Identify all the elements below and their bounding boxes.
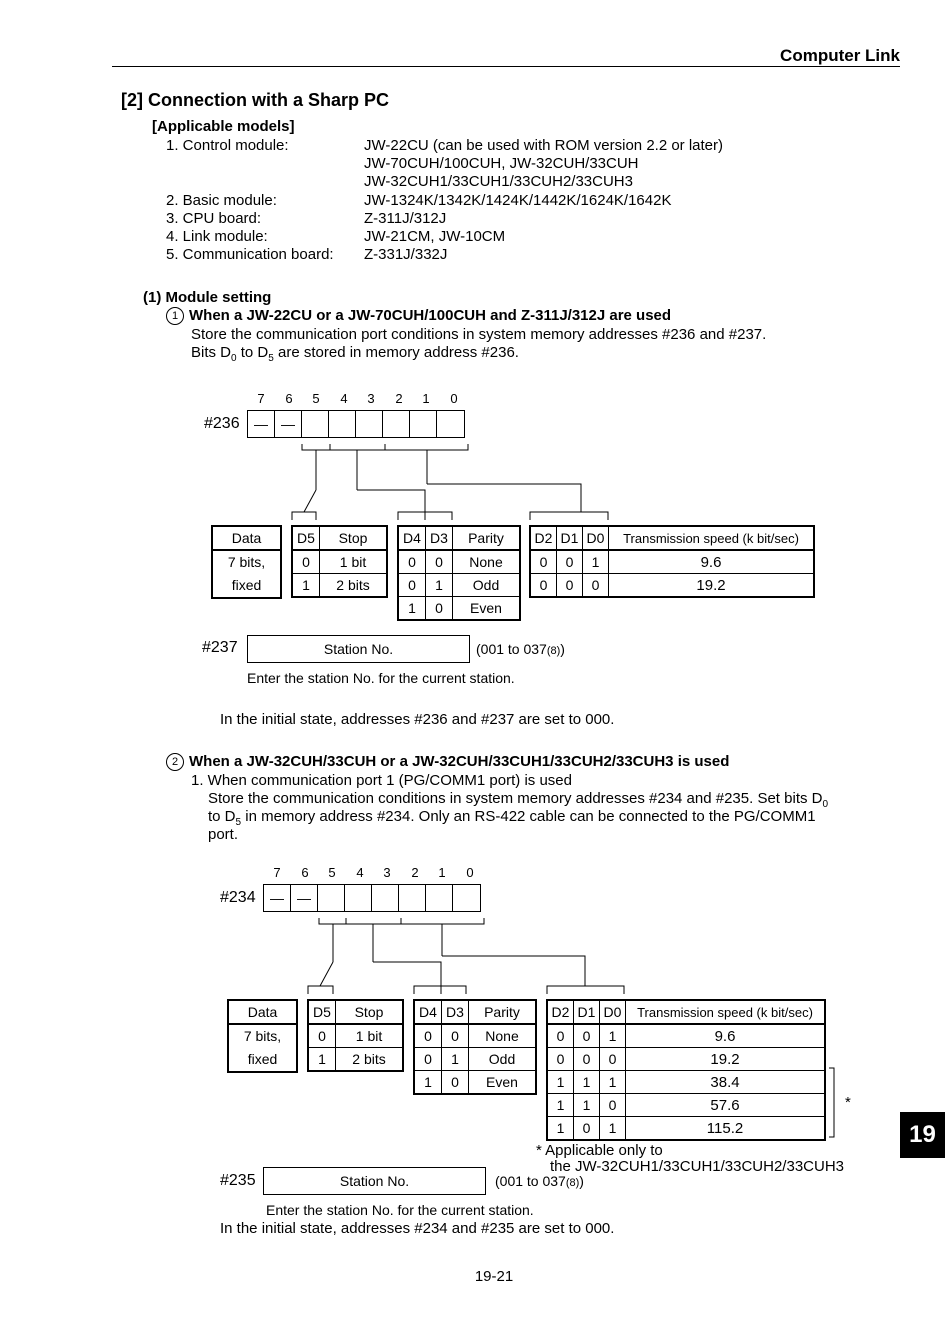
register-234-cells: — — (263, 884, 481, 912)
initial-state-1: In the initial state, addresses #236 and #237 are set to 000. (220, 711, 615, 728)
model-label-4: 4. Link module: (166, 228, 268, 245)
footnote-line1: * Applicable only to (536, 1142, 663, 1159)
case2-desc1: Store the communication conditions in system memory addresses #234 and #235. Set bits $D_0$ (208, 790, 829, 810)
data-table-1: Data 7 bits, fixed (211, 525, 282, 599)
section-header: Computer Link (780, 46, 900, 65)
case2-sub: 1. When communication port 1 (PG/COMM1 port) is used (191, 772, 572, 789)
parity-table-1: D4 D3 Parity 0 0 None 0 1 Odd 1 0 Even (397, 525, 521, 621)
model-value-1c: JW-32CUH1/33CUH1/33CUH2/33CUH3 (364, 173, 633, 190)
stop-table-1: D5 Stop 0 1 bit 1 2 bits (291, 525, 388, 598)
register-236-label: #236 (204, 415, 240, 432)
model-value-5: Z-331J/332J (364, 246, 448, 263)
register-237-label: #237 (202, 639, 238, 656)
model-value-1a: JW-22CU (can be used with ROM version 2.2 or later) (364, 137, 724, 154)
model-label-2: 2. Basic module: (166, 192, 277, 209)
model-label-1: 1. Control module: (166, 137, 289, 154)
station-note-2: Enter the station No. for the current station. (266, 1202, 534, 1218)
speed-table-2: D2 D1 D0 Transmission speed (k bit/sec) 0 0 1 9.6 0 0 0 19.2 1 1 1 38.4 1 1 0 57.6 1 0 1 115.2 (546, 999, 826, 1141)
module-setting-heading: (1) Module setting (143, 289, 272, 306)
circled-number: 1 (166, 307, 184, 325)
register-236-cells: — — (247, 410, 465, 438)
model-value-1b: JW-70CUH/100CUH, JW-32CUH/33CUH (364, 155, 639, 172)
station-note-1: Enter the station No. for the current station. (247, 670, 515, 686)
model-value-3: Z-311J/312J (364, 210, 447, 227)
station-range-2: (001 to 037(8)) (495, 1173, 584, 1189)
case1-line2: Bits $D_0$ to $D_5$ are stored in memory address #236. (191, 344, 519, 364)
register-234-label: #234 (220, 889, 256, 906)
applicable-heading: [Applicable models] (152, 118, 295, 135)
initial-state-2: In the initial state, addresses #234 and #235 are set to 000. (220, 1220, 615, 1237)
case1-title: 1 When a JW-22CU or a JW-70CUH/100CUH and Z-311J/312J are used (166, 307, 671, 325)
circled-number: 2 (166, 753, 184, 771)
speed-table-1: D2 D1 D0 Transmission speed (k bit/sec) 0 0 1 9.6 0 0 0 19.2 (529, 525, 815, 598)
register-235-label: #235 (220, 1172, 256, 1189)
section-title: [2] Connection with a Sharp PC (121, 90, 390, 110)
parity-table-2: D4 D3 Parity 0 0 None 0 1 Odd 1 0 Even (413, 999, 537, 1095)
stop-table-2: D5 Stop 0 1 bit 1 2 bits (307, 999, 404, 1072)
model-value-4: JW-21CM, JW-10CM (364, 228, 506, 245)
case2-desc2: to $D_5$ in memory address #234. Only an RS-422 cable can be connected to the PG/COMM1 (208, 808, 816, 828)
case2-title: 2 When a JW-32CUH/33CUH or a JW-32CUH/33CUH1/33CUH2/33CUH3 is used (166, 753, 729, 771)
case1-line1: Store the communication port conditions in system memory addresses #236 and #237. (191, 326, 767, 343)
station-box-237: Station No. (247, 635, 470, 663)
model-value-2: JW-1324K/1342K/1424K/1442K/1624K/1642K (364, 192, 672, 209)
footnote-line2: the JW-32CUH1/33CUH1/33CUH2/33CUH3 (550, 1158, 845, 1175)
chapter-tab: 19 (900, 1112, 945, 1158)
case2-desc3: port. (208, 826, 239, 843)
page-number: 19-21 (474, 1268, 514, 1285)
model-label-5: 5. Communication board: (166, 246, 334, 263)
data-table-2: Data 7 bits, fixed (227, 999, 298, 1073)
footnote-star: * (845, 1094, 851, 1111)
model-label-3: 3. CPU board: (166, 210, 262, 227)
station-box-235: Station No. (263, 1167, 486, 1195)
station-range-1: (001 to 037(8)) (476, 641, 565, 657)
